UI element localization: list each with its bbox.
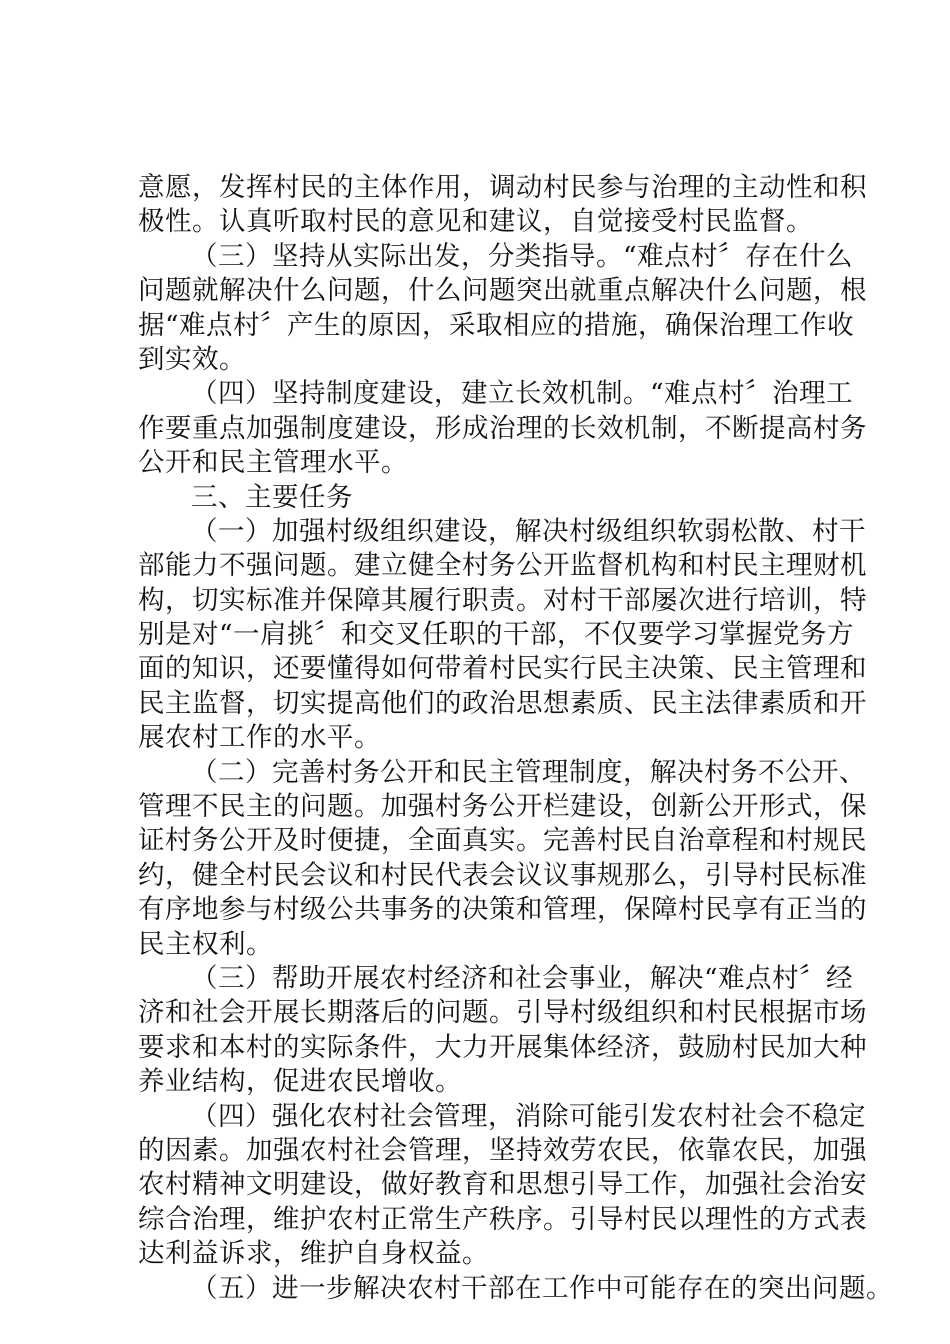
paragraph-line: 别是对“一肩挑〞和交叉任职的干部，不仅要学习掌握党务方 — [138, 619, 855, 651]
paragraph-line: 约，健全村民会议和村民代表会议议事规那么，引导村民标准 — [138, 859, 867, 891]
paragraph-first-line: （三）帮助开展农村经济和社会事业，解决“难点村〞经 — [191, 962, 854, 994]
paragraph-line: 要求和本村的实际条件，大力开展集体经济，鼓励村民加大种 — [138, 1031, 867, 1063]
paragraph-line: 作要重点加强制度建设，形成治理的长效机制，不断提高村务 — [138, 412, 867, 444]
paragraph-line: 问题就解决什么问题，什么问题突出就重点解决什么问题，根 — [138, 275, 867, 307]
paragraph-line: 达利益诉求，维护自身权益。 — [138, 1238, 489, 1270]
paragraph-line: 极性。认真听取村民的意见和建议，自觉接受村民监督。 — [138, 206, 813, 238]
paragraph-line: 部能力不强问题。建立健全村务公开监督机构和村民主理财机 — [138, 550, 867, 582]
paragraph-first-line: （三）坚持从实际出发，分类指导。“难点村〞存在什么 — [191, 240, 854, 272]
paragraph-line: 面的知识，还要懂得如何带着村民实行民主决策、民主管理和 — [138, 653, 867, 685]
paragraph-line: 公开和民主管理水平。 — [138, 447, 408, 479]
paragraph-line: 据“难点村〞产生的原因，采取相应的措施，确保治理工作收 — [138, 309, 855, 341]
paragraph-line: 意愿，发挥村民的主体作用，调动村民参与治理的主动性和积 — [138, 172, 867, 203]
paragraph-line: 综合治理，维护农村正常生产秩序。引导村民以理性的方式表 — [138, 1203, 867, 1235]
document-body — [138, 171, 893, 1306]
paragraph-first-line: （五）进一步解决农村干部在工作中可能存在的突出问题。 — [191, 1272, 893, 1304]
paragraph-line: 的因素。加强农村社会管理，坚持效劳农民，依靠农民，加强 — [138, 1134, 867, 1166]
paragraph-line: 有序地参与村级公共事务的决策和管理，保障村民享有正当的 — [138, 894, 867, 926]
paragraph-line: 农村精神文明建设，做好教育和思想引导工作，加强社会治安 — [138, 1169, 867, 1201]
paragraph-first-line: 三、主要任务 — [191, 481, 353, 513]
paragraph-line: 民主监督，切实提高他们的政治思想素质、民主法律素质和开 — [138, 687, 867, 719]
paragraph-line: 到实效。 — [138, 343, 246, 375]
paragraph-line: 民主权利。 — [138, 928, 273, 960]
paragraph-line: 展农村工作的水平。 — [138, 722, 381, 754]
paragraph-line: 济和社会开展长期落后的问题。引导村级组织和村民根据市场 — [138, 997, 867, 1029]
paragraph-line: 构，切实标准并保障其履行职责。对村干部屡次进行培训，特 — [138, 584, 867, 616]
paragraph-line: 养业结构，促进农民增收。 — [138, 1066, 462, 1098]
paragraph-first-line: （二）完善村务公开和民主管理制度，解决村务不公开、 — [191, 756, 866, 788]
paragraph-first-line: （四）强化农村社会管理，消除可能引发农村社会不稳定 — [191, 1100, 866, 1132]
paragraph-line: 证村务公开及时便捷，全面真实。完善村民自治章程和村规民 — [138, 825, 867, 857]
paragraph-line: 管理不民主的问题。加强村务公开栏建设，创新公开形式，保 — [138, 791, 867, 823]
paragraph-first-line: （一）加强村级组织建设，解决村级组织软弱松散、村干 — [191, 515, 866, 547]
paragraph-first-line: （四）坚持制度建设，建立长效机制。“难点村〞治理工 — [191, 378, 854, 410]
